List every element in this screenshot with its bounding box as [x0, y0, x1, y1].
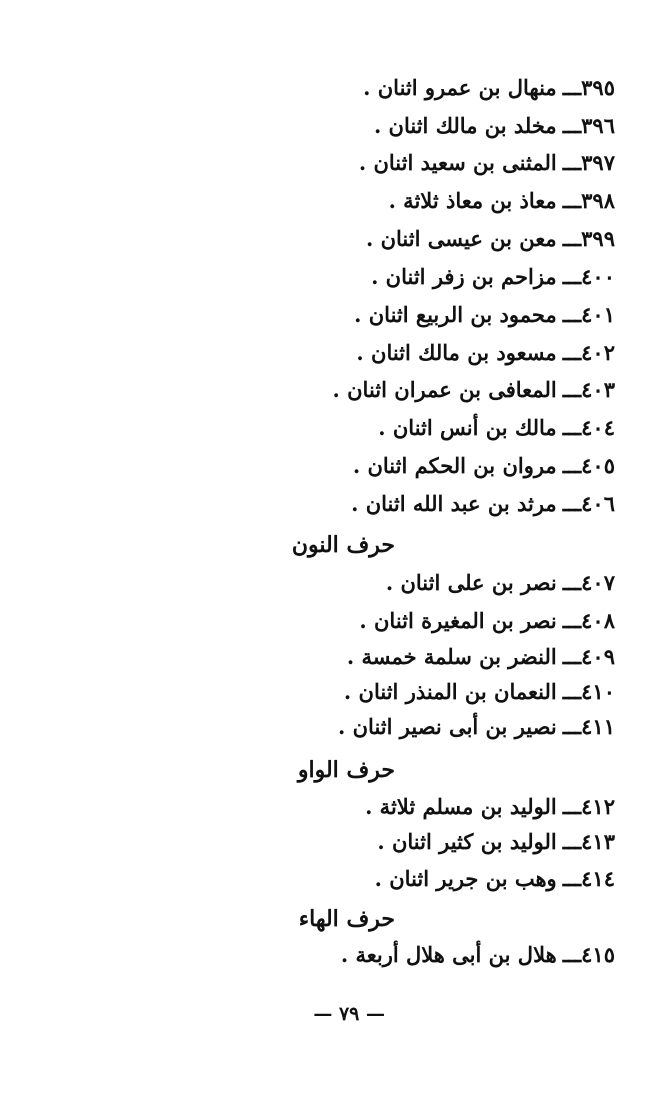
entry-number: ٤١١	[581, 714, 615, 739]
list-item	[374, 111, 615, 141]
entry-number: ٤٠٣	[581, 377, 615, 402]
entry-dash: ـــ	[562, 608, 582, 633]
entry-dash: ـــ	[562, 714, 582, 739]
list-item	[356, 338, 615, 368]
entry-dash: ـــ	[562, 644, 582, 669]
entry-number: ٤٠٨	[581, 608, 615, 633]
entry-dash: ـــ	[562, 226, 582, 251]
entry-number: ٤١٣	[581, 829, 615, 854]
list-item	[341, 940, 615, 970]
list-item	[389, 186, 615, 216]
entry-number: ٣٩٥	[581, 75, 615, 100]
entry-number: ٤٠٧	[581, 570, 615, 595]
entry-dash: ـــ	[562, 491, 582, 516]
list-item	[377, 827, 615, 857]
list-item	[338, 712, 615, 742]
entry-text: نصر بن على اثنان .	[385, 570, 557, 595]
entry-dash: ـــ	[562, 150, 582, 175]
entry-text: نصر بن المغيرة اثنان .	[359, 608, 557, 633]
entry-number: ٤٠٩	[581, 644, 615, 669]
list-item	[344, 677, 615, 707]
entry-dash: ـــ	[562, 75, 582, 100]
entry-text: المعافى بن عمران اثنان .	[332, 377, 557, 402]
entry-text: مرثد بن عبد الله اثنان .	[351, 491, 557, 516]
list-item	[351, 489, 615, 519]
entry-text: الوليد بن مسلم ثلاثة .	[365, 794, 557, 819]
entry-number: ٣٩٦	[581, 113, 615, 138]
entry-number: ٤٠٦	[581, 491, 615, 516]
entry-dash: ـــ	[562, 453, 582, 478]
entry-text: النعمان بن المنذر اثنان .	[343, 679, 557, 704]
entry-text: مسعود بن مالك اثنان .	[356, 340, 557, 365]
entry-dash: ـــ	[562, 570, 582, 595]
entry-number: ٤٠١	[581, 302, 615, 327]
entry-text: مروان بن الحكم اثنان .	[352, 453, 557, 478]
entry-dash: ـــ	[562, 113, 582, 138]
entry-number: ٤٠٢	[581, 340, 615, 365]
entry-dash: ـــ	[562, 679, 582, 704]
entry-number: ٣٩٨	[581, 188, 615, 213]
entry-number: ٤١٥	[581, 942, 615, 967]
entry-number: ٤١٢	[581, 794, 615, 819]
entry-number: ٤٠٠	[581, 264, 615, 289]
entry-number: ٤١٠	[581, 679, 615, 704]
entry-dash: ـــ	[562, 942, 582, 967]
entry-number: ٤٠٥	[581, 453, 615, 478]
entry-dash: ـــ	[562, 829, 582, 854]
entry-text: منهال بن عمرو اثنان .	[363, 75, 557, 100]
entry-text: الوليد بن كثير اثنان .	[377, 829, 557, 854]
entry-text: محمود بن الربيع اثنان .	[354, 302, 557, 327]
list-item	[366, 224, 615, 254]
section-heading-nun: حرف النون	[291, 532, 395, 558]
entry-text: وهب بن جرير اثنان .	[374, 866, 557, 891]
entry-text: نصير بن أبى نصير اثنان .	[338, 714, 557, 739]
entry-dash: ـــ	[562, 794, 582, 819]
entry-dash: ـــ	[562, 377, 582, 402]
entry-number: ٣٩٩	[581, 226, 615, 251]
entry-dash: ـــ	[562, 415, 582, 440]
list-item	[378, 413, 615, 443]
page-number: — ٧٩ —	[313, 1003, 385, 1025]
entry-text: معاذ بن معاذ ثلاثة .	[388, 188, 557, 213]
list-item	[359, 606, 615, 636]
list-item	[354, 300, 615, 330]
entry-text: النضر بن سلمة خمسة .	[346, 644, 557, 669]
entry-dash: ـــ	[562, 340, 582, 365]
section-heading-waw: حرف الواو	[297, 757, 395, 783]
list-item	[353, 451, 615, 481]
entry-text: مالك بن أنس اثنان .	[378, 415, 557, 440]
section-heading-ha: حرف الهاء	[298, 906, 395, 932]
list-item	[386, 568, 615, 598]
list-item	[371, 262, 615, 292]
entry-dash: ـــ	[562, 302, 582, 327]
list-item	[347, 642, 615, 672]
list-item	[365, 792, 615, 822]
entry-dash: ـــ	[562, 866, 582, 891]
entry-number: ٤١٤	[581, 866, 615, 891]
list-item	[359, 148, 615, 178]
list-item	[375, 864, 615, 894]
entry-number: ٤٠٤	[581, 415, 615, 440]
entry-dash: ـــ	[562, 264, 582, 289]
entry-text: مخلد بن مالك اثنان .	[373, 113, 557, 138]
entry-text: هلال بن أبى هلال أربعة .	[340, 942, 557, 967]
entry-text: المثنى بن سعيد اثنان .	[358, 150, 557, 175]
list-item	[363, 73, 615, 103]
entry-dash: ـــ	[562, 188, 582, 213]
entry-text: مزاحم بن زفر اثنان .	[371, 264, 557, 289]
entry-text: معن بن عيسى اثنان .	[365, 226, 557, 251]
entry-number: ٣٩٧	[581, 150, 615, 175]
list-item	[333, 375, 616, 405]
